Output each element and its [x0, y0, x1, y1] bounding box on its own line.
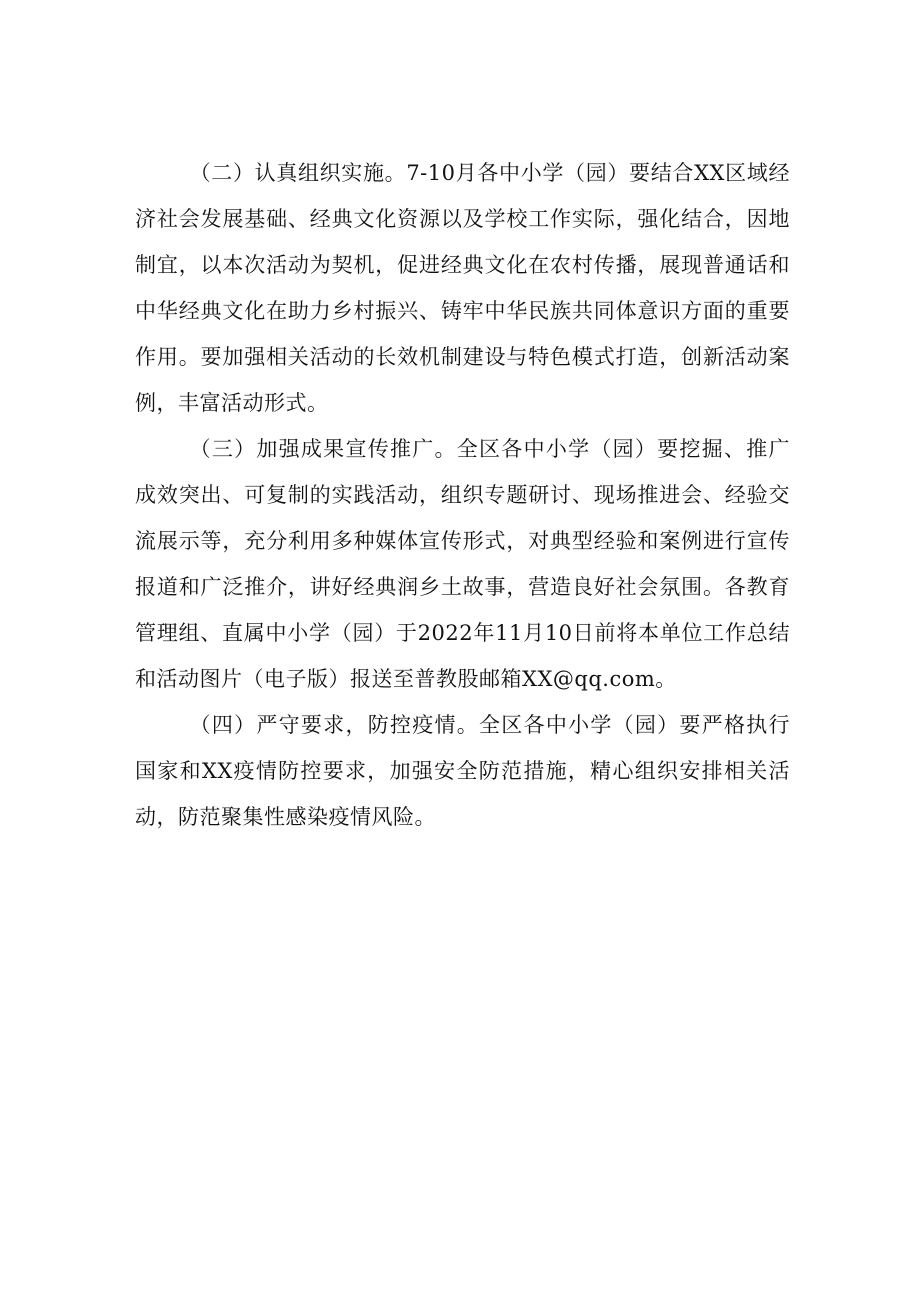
paragraph-epidemic-control: （四）严守要求，防控疫情。全区各中小学（园）要严格执行国家和XX疫情防控要求，加强安全防范措施，精心组织安排相关活动，防范聚集性感染疫情风险。 — [135, 713, 790, 829]
paragraph-promotion: （三）加强成果宣传推广。全区各中小学（园）要挖掘、推广成效突出、可复制的实践活动，组织专题研讨、现场推进会、经验交流展示等，充分利用多种媒体宣传形式，对典型经验和案例进行宣传报道和广泛推介，讲好经典润乡土故事，营造良好社会氛围。各教育管理组、直属中小学（园）于2022年11月10日前将本单位工作总结和活动图片（电子版）报送至普教股邮箱XX@qq.com。 — [135, 437, 790, 691]
paragraph-implementation: （二）认真组织实施。7-10月各中小学（园）要结合XX区域经济社会发展基础、经典文化资源以及学校工作实际，强化结合，因地制宜，以本次活动为契机，促进经典文化在农村传播，展现普通话和中华经典文化在助力乡村振兴、铸牢中华民族共同体意识方面的重要作用。要加强相关活动的长效机制建设与特色模式打造，创新活动案例，丰富活动形式。 — [135, 161, 790, 415]
document-body — [135, 150, 790, 840]
